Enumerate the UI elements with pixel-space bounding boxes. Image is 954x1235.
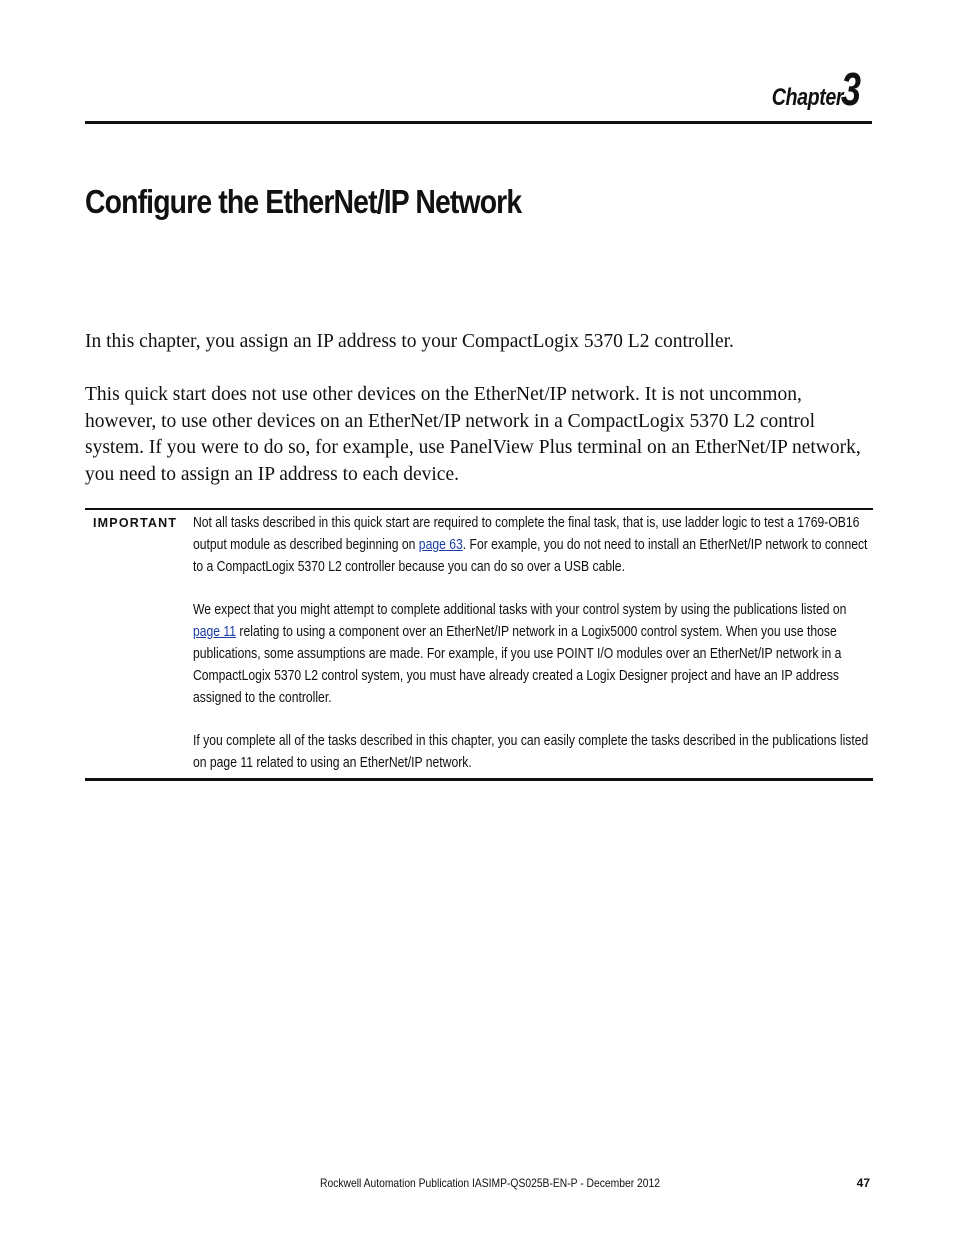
page-63-link[interactable]: page 63	[418, 537, 463, 553]
text-run: We expect that you might attempt to complete additional tasks with your control system by using the publications listed on	[193, 602, 847, 618]
page-title: Configure the EtherNet/IP Network	[85, 183, 522, 220]
text-run: . For example, you do not need to install an EtherNet/IP network to connect to a CompactLogix 5370 L2 controller because you can do so over a USB cable.	[193, 537, 868, 575]
important-label: IMPORTANT	[93, 516, 178, 530]
important-paragraph: If you complete all of the tasks described in this chapter, you can easily complete the tasks described in the publications listed on page 11 related to using an EtherNet/IP network.	[193, 733, 869, 771]
important-paragraph	[193, 512, 869, 578]
text-run: relating to using a component over an EtherNet/IP network in a Logix5000 control system. When you use those publications, some assumptions are made. For example, if you use POINT I/O modules over an EtherNet/IP network in a CompactLogix 5370 L2 control system, you must have already created a Logix Designer project and have an IP address assigned to the controller.	[193, 624, 842, 706]
body-paragraph: This quick start does not use other devices on the EtherNet/IP network. It is not uncommon, however, to use other devices on an EtherNet/IP network in a CompactLogix 5370 L2 control system. If you were to do so, for example, use PanelView Plus terminal on an EtherNet/IP network, you need to assign an IP address to each device.	[85, 384, 861, 486]
important-paragraph	[193, 599, 869, 709]
page-11-link[interactable]: page 11	[193, 624, 237, 640]
important-note	[85, 508, 873, 781]
page-number: 47	[856, 1176, 870, 1190]
footer-publication: Rockwell Automation Publication IASIMP-QS025B-EN-P - December 2012	[320, 1176, 660, 1190]
important-body	[193, 512, 869, 795]
chapter-heading	[756, 62, 866, 116]
intro-paragraph: In this chapter, you assign an IP address to your CompactLogix 5370 L2 controller.	[85, 331, 734, 352]
text-run: Not all tasks described in this quick start are required to complete the final task, that is, use ladder logic to test a 1769-OB16 output module as described beginning on	[193, 515, 860, 553]
chapter-label: Chapter	[771, 84, 843, 111]
header-rule	[85, 121, 872, 124]
chapter-number: 3	[840, 63, 861, 115]
